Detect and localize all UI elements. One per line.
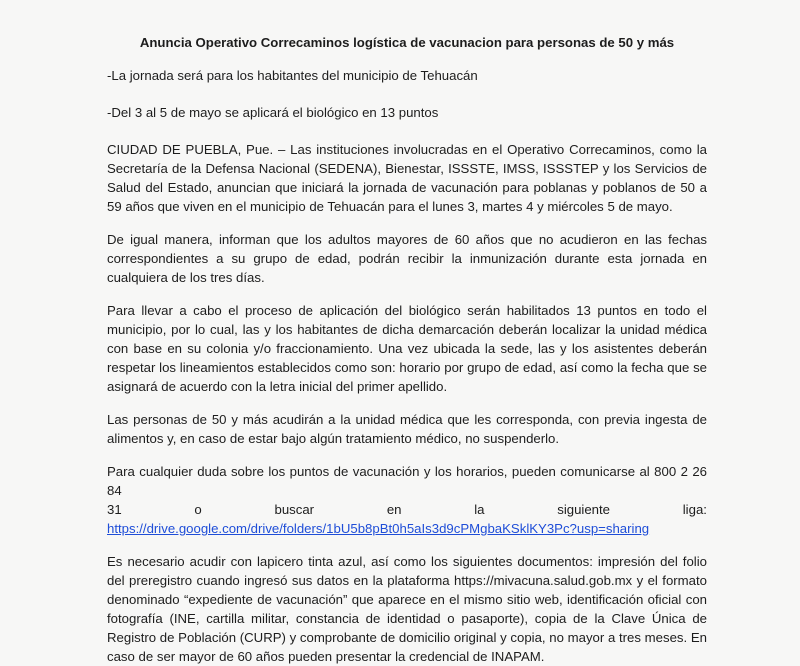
paragraph-requirements-50: Las personas de 50 y más acudirán a la unidad médica que les corresponda, con previa ingesta de alimentos y, en caso de estar bajo algún tratamiento médico, no suspenderlo. <box>107 412 707 446</box>
paragraph-vaccination-points: Para llevar a cabo el proceso de aplicación del biológico serán habilitados 13 puntos en todo el municipio, por lo cual, las y los habitantes de dicha demarcación deberán localizar la unidad médica con base en su colonia y/o fraccionamiento. Una vez ubicada la sede, las y los asistentes deberán respetar los lineamientos establecidos como son: horario por grupo de edad, así como la fecha que se asignará de acuerdo con la letra inicial del primer apellido. <box>107 303 707 394</box>
drive-folder-link[interactable]: https://drive.google.com/drive/folders/1bU5b8pBt0h5aIs3d9cPMgbaKSklKY3Pc?usp=sharing <box>107 521 650 536</box>
contact-word: siguiente <box>557 502 611 517</box>
article-title: Anuncia Operativo Correcaminos logística de vacunacion para personas de 50 y más <box>139 35 675 50</box>
paragraph-documents: Es necesario acudir con lapicero tinta azul, así como los siguientes documentos: impresión del folio del preregistro cuando ingresó sus datos en la plataforma https://mivacuna.salud.gob.mx y el formato denominado “expediente de vacunación” que aparece en el mismo sitio web, identificación oficial con fotografía (INE, cartilla militar, constancia de identidad o pasaporte), copia de la Clave Única de Registro de Población (CURP) y comprobante de domicilio original y copia, no mayor a tres meses. En caso de ser mayor de 60 años pueden presentar la credencial de INAPAM. <box>107 554 707 664</box>
contact-word: buscar <box>274 502 315 517</box>
paragraph-contact <box>107 462 707 538</box>
paragraph-older-adults: De igual manera, informan que los adultos mayores de 60 años que no acudieron en las fechas correspondientes a su grupo de edad, podrán recibir la inmunización durante esta jornada en cualquiera de los tres días. <box>107 232 707 285</box>
bullet-municipality: -La jornada será para los habitantes del municipio de Tehuacán <box>107 68 478 83</box>
bullet-dates: -Del 3 al 5 de mayo se aplicará el biológico en 13 puntos <box>107 105 439 120</box>
contact-word: 31 <box>107 502 122 517</box>
contact-word: en <box>386 502 402 517</box>
contact-word: o <box>194 502 202 517</box>
paragraph-intro: CIUDAD DE PUEBLA, Pue. – Las instituciones involucradas en el Operativo Correcaminos, como la Secretaría de la Defensa Nacional (SEDENA), Bienestar, ISSSTE, IMSS, ISSSTEP y los Servicios de Salud del Estado, anuncian que iniciará la jornada de vacunación para poblanas y poblanos de 50 a 59 años que viven en el municipio de Tehuacán para el lunes 3, martes 4 y miércoles 5 de mayo. <box>107 142 707 214</box>
contact-line: Para cualquier duda sobre los puntos de vacunación y los horarios, pueden comunicarse al 800 2 26 84 <box>107 464 707 498</box>
contact-word: la <box>474 502 485 517</box>
contact-word: liga: <box>682 502 707 517</box>
contact-words-line <box>107 500 707 519</box>
